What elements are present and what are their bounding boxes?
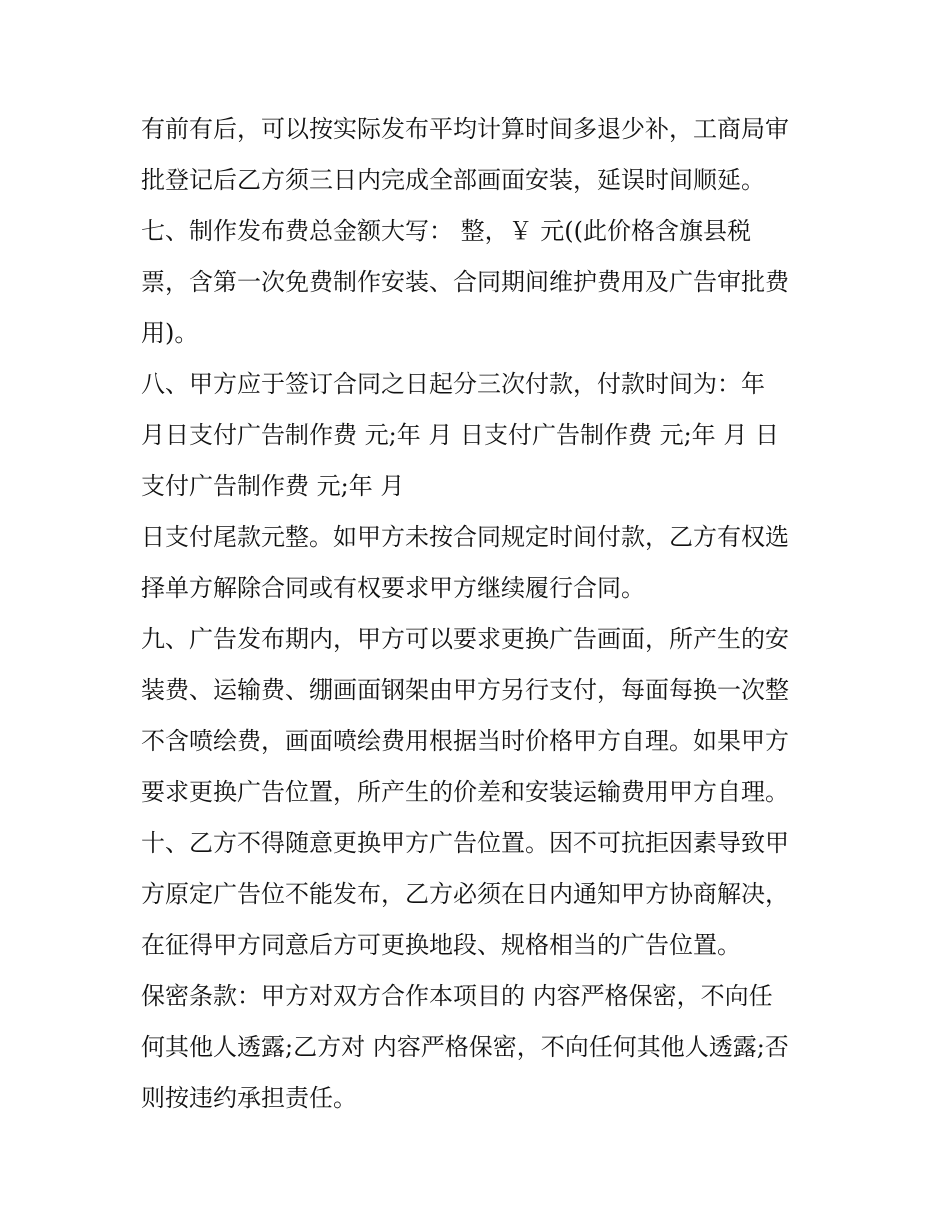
text-line: 支付广告制作费 元;年 月 [141,472,405,500]
clause-7-line: 七、制作发布费总金额大写： 整，￥ 元((此价格含旗县税 [141,217,751,245]
text-line: 批登记后乙方须三日内完成全部画面安装，延误时间顺延。 [141,166,765,194]
text-line: 日支付尾款元整。如甲方未按合同规定时间付款，乙方有权选 [141,523,789,551]
clause-10-line: 十、乙方不得随意更换甲方广告位置。因不可抗拒因素导致甲 [141,829,789,857]
text-line: 在征得甲方同意后方可更换地段、规格相当的广告位置。 [141,931,741,959]
text-line: 有前有后，可以按实际发布平均计算时间多退少补，工商局审 [141,115,789,143]
text-line: 月日支付广告制作费 元;年 月 日支付广告制作费 元;年 月 日 [141,421,779,449]
text-line: 用)。 [141,319,199,347]
text-line: 要求更换广告位置，所产生的价差和安装运输费用甲方自理。 [141,778,789,806]
text-line: 何其他人透露;乙方对 内容严格保密，不向任何其他人透露;否 [141,1033,789,1061]
clause-8-line: 八、甲方应于签订合同之日起分三次付款，付款时间为：年 [141,370,765,398]
text-line: 装费、运输费、绷画面钢架由甲方另行支付，每面每换一次整 [141,676,789,704]
confidentiality-clause-line: 保密条款：甲方对双方合作本项目的 内容严格保密，不向任 [141,982,773,1010]
clause-9-line: 九、广告发布期内，甲方可以要求更换广告画面，所产生的安 [141,625,789,653]
text-line: 方原定广告位不能发布，乙方必须在日内通知甲方协商解决， [141,880,789,908]
text-line: 票，含第一次免费制作安装、合同期间维护费用及广告审批费 [141,268,789,296]
text-line: 不含喷绘费，画面喷绘费用根据当时价格甲方自理。如果甲方 [141,727,789,755]
text-line: 则按违约承担责任。 [141,1084,357,1112]
document-body [141,104,821,1124]
text-line: 择单方解除合同或有权要求甲方继续履行合同。 [141,574,645,602]
